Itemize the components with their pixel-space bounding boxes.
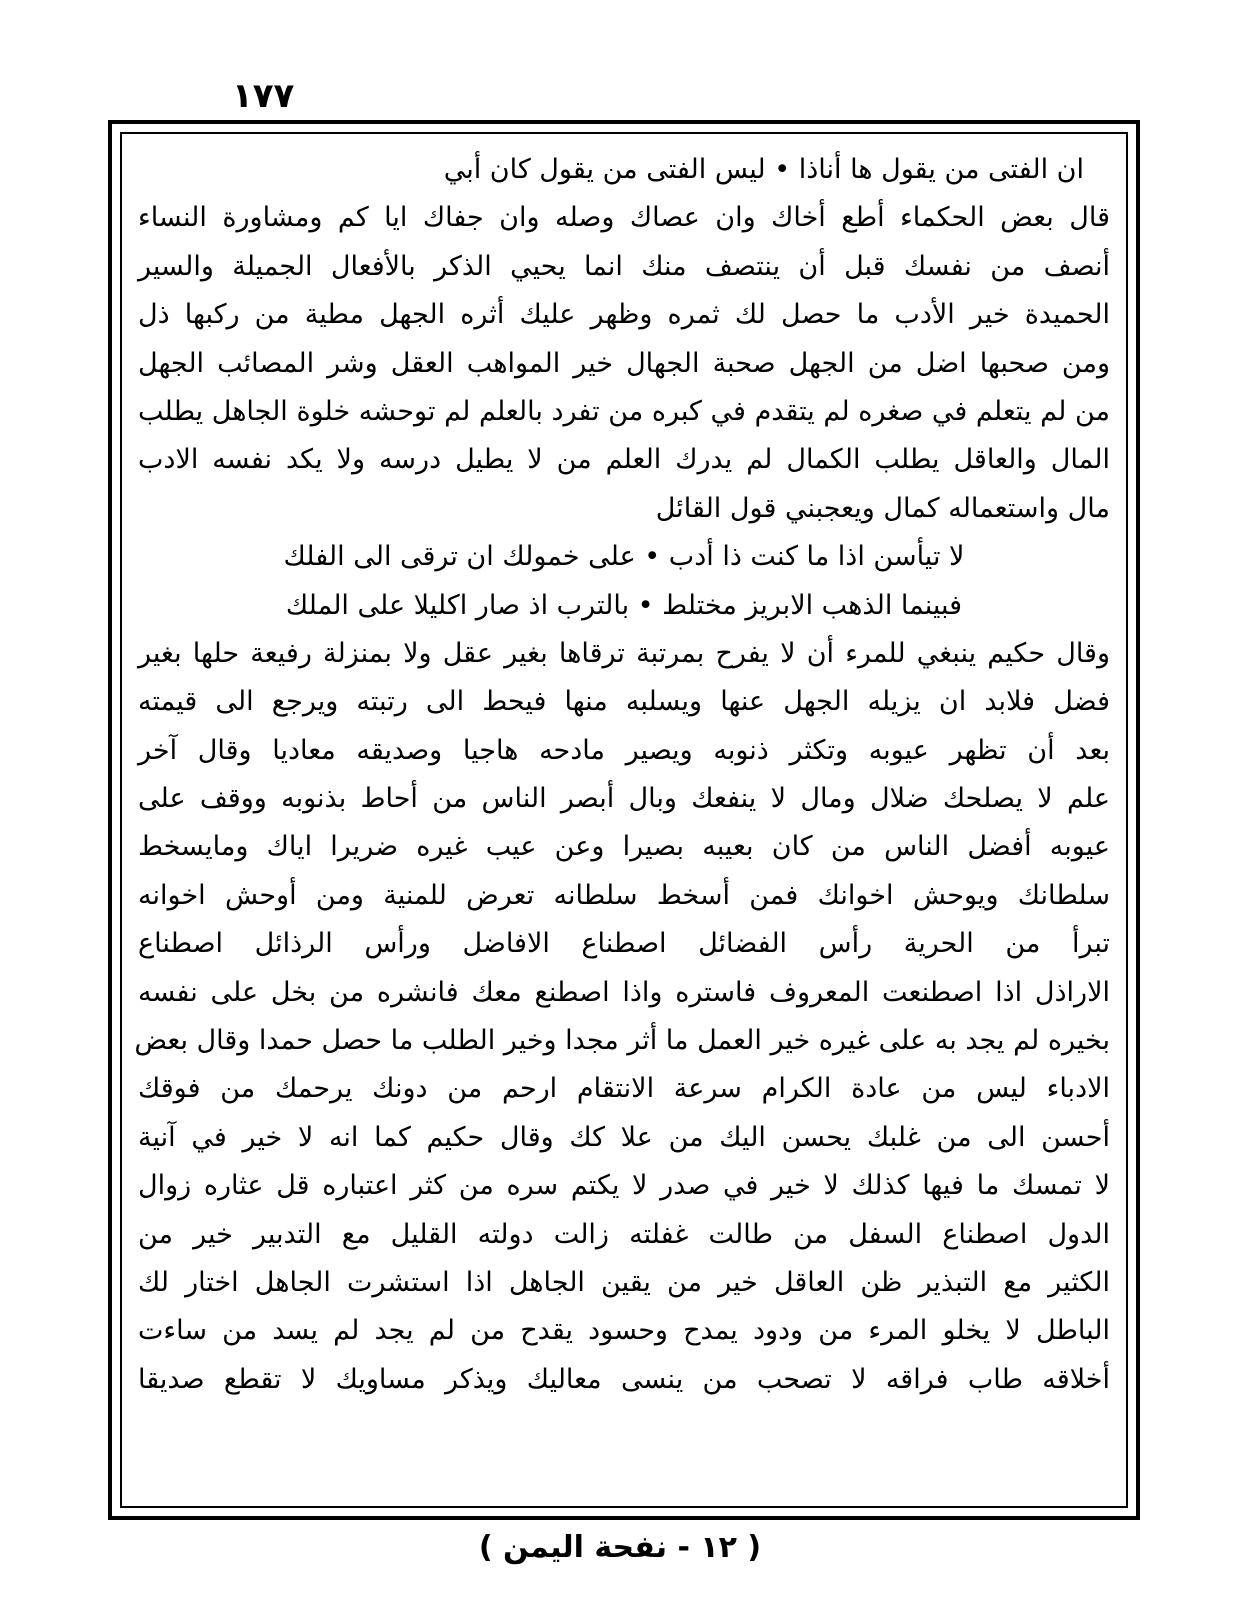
text-line: تبرأ من الحرية رأس الفضائل اصطناع الافاضل ورأس الرذائل اصطناع	[138, 928, 1110, 960]
text-line: من لم يتعلم في صغره لم يتقدم في كبره من تفرد بالعلم لم توحشه خلوة الجاهل يطلب	[138, 395, 1110, 427]
text-line: قال بعض الحكماء أطع أخاك وان عصاك وصله وان جفاك ايا كم ومشاورة النساء	[138, 202, 1110, 234]
text-line: وقال حكيم ينبغي للمرء أن لا يفرح بمرتبة ترقاها بغير عقل ولا بمنزلة رفيعة حلها بغير	[138, 637, 1110, 669]
text-line: أحسن الى من غلبك يحسن اليك من علا كك وقال حكيم كما انه لا خير في آنية	[138, 1121, 1110, 1153]
text-line: بخيره لم يجد به على غيره خير العمل ما أثر مجدا وخير الطلب ما حصل حمدا وقال بعض	[134, 1025, 1110, 1057]
verse-line: لا تيأسن اذا ما كنت ذا أدب • على خمولك ان ترقى الى الفلك	[283, 541, 965, 573]
text-line: الاراذل اذا اصطنعت المعروف فاستره واذا اصطنع معك فانشره من بخل على نفسه	[138, 976, 1110, 1008]
text-line: ومن صحبها اضل من الجهل صحبة الجهال خير المواهب العقل وشر المصائب الجهل	[138, 347, 1110, 379]
text-line: الحميدة خير الأدب ما حصل لك ثمره وظهر عليك أثره الجهل مطية من ركبها ذل	[138, 299, 1110, 331]
text-line: الادباء ليس من عادة الكرام سرعة الانتقام ارحم من دونك يرحمك من فوقك	[138, 1073, 1110, 1105]
text-line: أنصف من نفسك قبل أن ينتصف منك انما يحيي الذكر بالأفعال الجميلة والسير	[138, 250, 1110, 282]
text-line: علم لا يصلحك ضلال ومال لا ينفعك وبال أبصر الناس من أحاط بذنوبه ووقف على	[138, 783, 1110, 815]
text-line: لا تمسك ما فيها كذلك لا خير في صدر لا يكتم سره من كثر اعتباره قل عثاره زوال	[138, 1170, 1110, 1202]
text-line: المال والعاقل يطلب الكمال لم يدرك العلم من لا يطيل درسه ولا يكد نفسه الادب	[138, 444, 1110, 476]
page-number: ١٧٧	[232, 76, 295, 116]
text-line: عيوبه أفضل الناس من كان بعيبه بصيرا وعن عيب غيره ضريرا اياك ومايسخط	[138, 831, 1110, 863]
text-line: فضل فلابد ان يزيله الجهل عنها ويسلبه منها فيحط الى رتبته ويرجع الى قيمته	[138, 686, 1110, 718]
text-body	[134, 146, 1114, 1502]
footer-signature: ( ١٢ - نفحة اليمن )	[478, 1530, 762, 1565]
text-line: الكثير مع التبذير ظن العاقل خير من يقين الجاهل اذا استشرت الجاهل اختار لك	[138, 1266, 1110, 1298]
text-line: الدول اصطناع السفل من طالت غفلته زالت دولته القليل مع التدبير خير من	[138, 1218, 1110, 1250]
text-line: أخلاقه طاب فراقه لا تصحب من ينسى معاليك ويذكر مساويك لا تقطع صديقا	[138, 1363, 1110, 1395]
verse-line: فبينما الذهب الابريز مختلط • بالترب اذ صار اكليلا على الملك	[285, 589, 963, 621]
text-line: الباطل لا يخلو المرء من ودود يمدح وحسود يقدح من لم يجد لم يسد من ساءت	[138, 1315, 1110, 1347]
text-line: مال واستعماله كمال ويعجبني قول القائل	[655, 492, 1110, 524]
text-line: بعد أن تظهر عيوبه وتكثر ذنوبه ويصير مادحه هاجيا وصديقه معاديا وقال آخر	[138, 734, 1110, 766]
text-line: سلطانك ويوحش اخوانك فمن أسخط سلطانه تعرض للمنية ومن أوحش اخوانه	[138, 879, 1110, 911]
text-line: ان الفتى من يقول ها أناذا • ليس الفتى من يقول كان أبي	[443, 154, 1084, 185]
